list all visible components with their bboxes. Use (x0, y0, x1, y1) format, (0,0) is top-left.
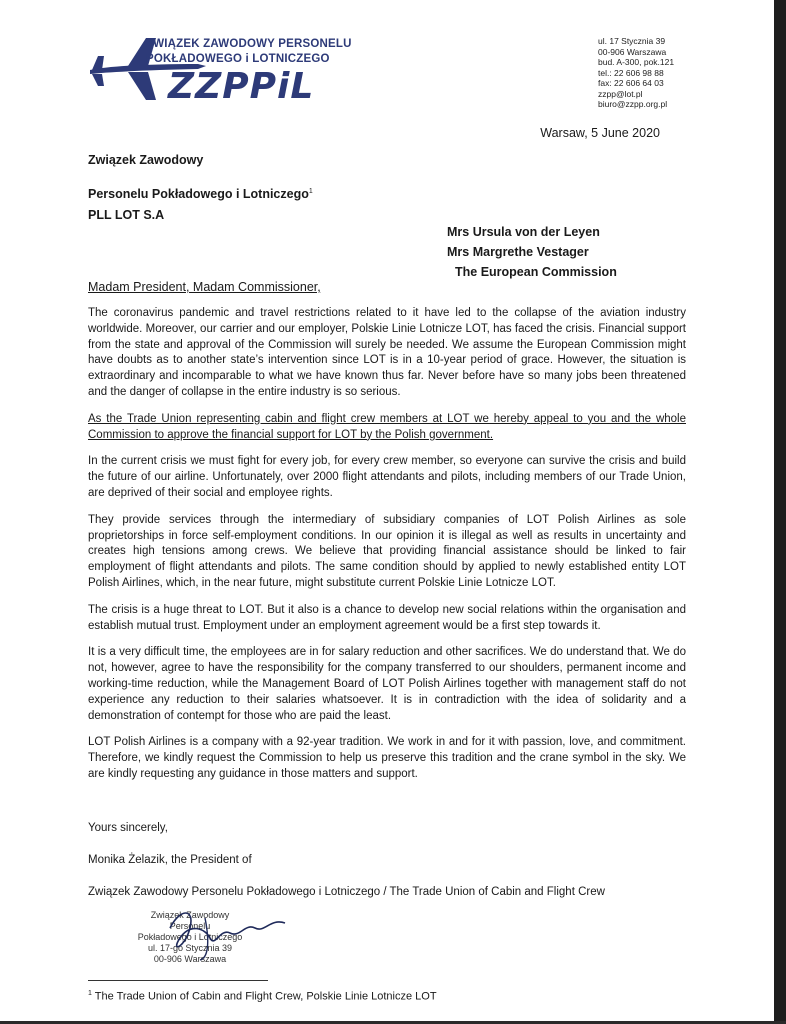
contact-block (598, 36, 674, 110)
paragraph-3: In the current crisis we must fight for every job, for every crew member, so everyone can survive the crisis and build the future of our airline. Unfortunately, over 2000 flight attendants and pilots, including members of our Trade Union, are deprived of their social and employee rights. (88, 455, 686, 499)
recipients-block (447, 222, 617, 282)
salutation: Madam President, Madam Commissioner, (88, 280, 321, 294)
letter-body (88, 306, 686, 794)
closing-block (88, 820, 605, 900)
paragraph-4: They provide services through the intermediary of subsidiary companies of LOT Polish Airlines as sole proprietorships in force self-employment conditions. In our opinion it is illegal as well as results in uncertainty and creates high tensions among crews. We believe that providing financial assistance should be linked to fair employment of flight attendants and pilots. The same condition should by applied to newly established entity LOT Polish Airlines, which, in the near future, might substitute current Polskie Linie Lotnicze LOT. (88, 513, 686, 589)
paragraph-6: It is a very difficult time, the employees are in for salary reduction and other sacrifices. We do understand that. We do not, however, agree to have the responsibility for the company transferred to our shoulders, permanent income and working-time reduction, while the Management Board of LOT Polish Airlines together with management staff do not experience any reduction to their salaries whatsoever. It is in contradiction with the idea of solidarity and a demonstration of contempt for those who are paid the least. (88, 646, 686, 722)
sender-line-2: Personelu Pokładowego i Lotniczego$^1$ (88, 187, 313, 202)
contact-email-2: biuro@zzpp.org.pl (598, 99, 668, 109)
contact-phone: tel.: 22 606 98 88 (598, 67, 664, 78)
signer-organisation: Związek Zawodowy Personelu Pokładowego i Lotniczego / The Trade Union of Cabin and Flight Crew (88, 886, 605, 898)
address-building: bud. A-300, pok.121 (598, 57, 675, 67)
footnote: $^1$ The Trade Union of Cabin and Flight Crew, Polskie Linie Lotnicze LOT (88, 990, 437, 1003)
footnote-mark: 1 (308, 188, 313, 195)
sender-line-3: PLL LOT S.A (88, 208, 165, 223)
letter-date: Warsaw, 5 June 2020 (540, 126, 660, 140)
paragraph-appeal: As the Trade Union representing cabin and flight crew members at LOT we hereby appeal to you and the whole Commission to approve the financial support for LOT by the Polish government. (88, 412, 686, 441)
scan-edge-right (774, 0, 786, 1024)
recipient-3: The European Commission (455, 265, 617, 279)
organisation-name-line2: POKŁADOWEGO i LOTNICZEGO (146, 53, 330, 65)
brand-wordmark: ZZPPiL (168, 66, 315, 107)
paragraph-5: The crisis is a huge threat to LOT. But it also is a chance to develop new social relations within the organisation and establish mutual trust. Employment under an employment agreement would be a first step towards it. (88, 603, 686, 632)
paragraph-1: The coronavirus pandemic and travel restrictions related to it have led to the collapse of the aviation industry worldwide. Moreover, our carrier and our employer, Polskie Linie Lotnicze LOT, has faced the crisis. Financial support from the state and approval of the Commission will surely be needed. We assume the European Commission might have doubts as to another state’s intervention since LOT is in a 10-year period of grace. However, the situation is extraordinary and incomparable to what we have known thus far. Never before have so many jobs been threatened and the danger of collapse in the entire industry is so serious. (88, 307, 686, 398)
organisation-stamp: Związek Zawodowy Personelu Pokładowego i Lotniczego ul. 17-go Stycznia 39 00-906 Warszawa (137, 910, 243, 964)
address-street: ul. 17 Stycznia 39 (598, 36, 666, 46)
sender-line-1: Związek Zawodowy (88, 153, 204, 167)
organisation-name-line1: ZWIĄZEK ZAWODOWY PERSONELU (146, 38, 352, 50)
paragraph-7: LOT Polish Airlines is a company with a 92-year tradition. We work in and for it with passion, love, and commitment. Therefore, we kindly request the Commission to help us preserve this tradition and the crane symbol in the sky. We are kindly requesting any guidance in those matters and support. (88, 736, 686, 780)
address-city: 00-906 Warszawa (598, 46, 667, 57)
valediction: Yours sincerely, (88, 822, 168, 834)
footnote-divider (88, 980, 268, 981)
recipient-2: Mrs Margrethe Vestager (447, 245, 589, 259)
contact-email-1: zzpp@lot.pl (598, 88, 643, 99)
contact-fax: fax: 22 606 64 03 (598, 78, 664, 88)
handwritten-signature (150, 898, 300, 968)
sender-block (88, 150, 313, 226)
signer-name: Monika Żelazik, the President of (88, 854, 252, 866)
recipient-1: Mrs Ursula von der Leyen (447, 225, 600, 239)
